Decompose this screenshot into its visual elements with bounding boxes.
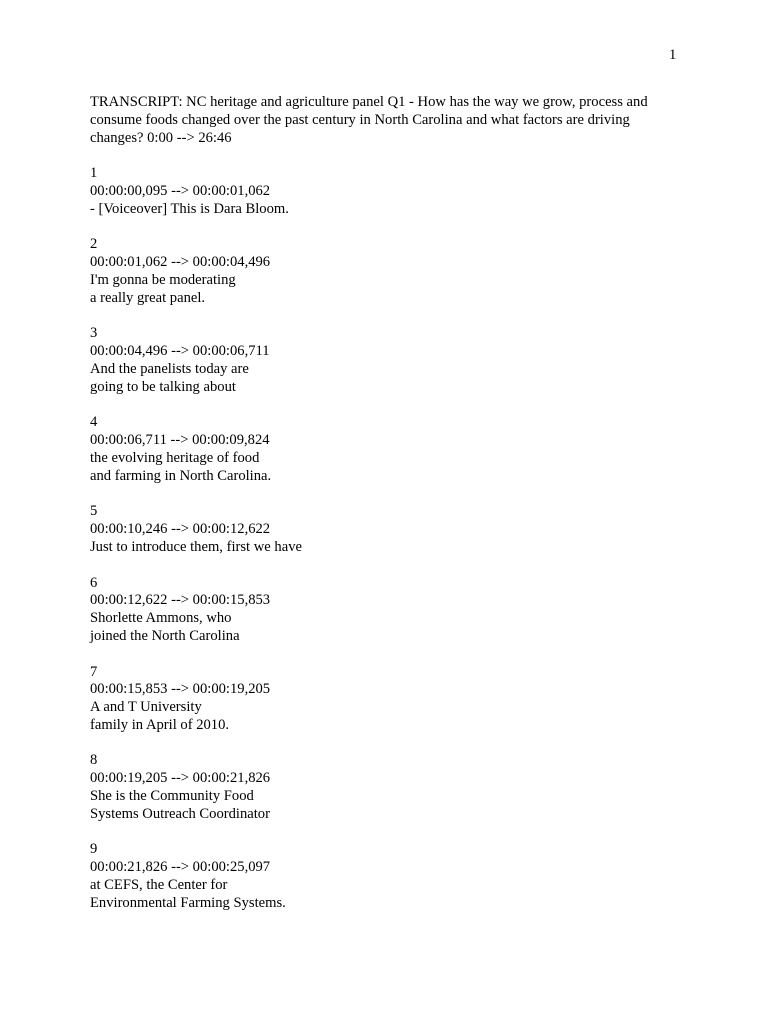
cue-index: 9 [90, 841, 98, 858]
cue-index: 7 [90, 663, 98, 680]
cue-index: 3 [90, 325, 98, 342]
cue-timing: 00:00:15,853 --> 00:00:19,205 [90, 681, 271, 698]
cue-list [90, 165, 680, 912]
cue-text-line: and farming in North Carolina. [90, 467, 272, 484]
cue-text-line: at CEFS, the Center for [90, 877, 228, 894]
cue-text-line: Systems Outreach Coordinator [90, 805, 270, 822]
cue-timing: 00:00:10,246 --> 00:00:12,622 [90, 521, 271, 538]
cue-timing: 00:00:19,205 --> 00:00:21,826 [90, 770, 271, 787]
cue-block [90, 664, 680, 735]
cue-text-line: A and T University [90, 699, 202, 716]
cue-text-line: She is the Community Food [90, 788, 254, 805]
cue-timing: 00:00:04,496 --> 00:00:06,711 [90, 343, 270, 360]
transcript-title: TRANSCRIPT: NC heritage and agriculture panel Q1 - How has the way we grow, process and consume foods changed over the past century in North Carolina and what factors are driving changes? 0:00 --> 26:46 [90, 94, 648, 146]
cue-block [90, 414, 680, 485]
cue-text-line: the evolving heritage of food [90, 449, 260, 466]
cue-block [90, 575, 680, 646]
cue-index: 4 [90, 414, 98, 431]
transcript-body [90, 94, 680, 930]
cue-text-line: Shorlette Ammons, who [90, 610, 232, 627]
cue-timing: 00:00:00,095 --> 00:00:01,062 [90, 182, 271, 199]
cue-index: 2 [90, 236, 98, 253]
cue-block [90, 236, 680, 307]
cue-timing: 00:00:12,622 --> 00:00:15,853 [90, 592, 271, 609]
cue-block [90, 841, 680, 912]
cue-text-line: joined the North Carolina [90, 627, 240, 644]
cue-text-line: I'm gonna be moderating [90, 271, 236, 288]
cue-text-line: Environmental Farming Systems. [90, 894, 286, 911]
cue-text-line: And the panelists today are [90, 360, 249, 377]
cue-text-line: a really great panel. [90, 289, 206, 306]
cue-block [90, 325, 680, 396]
cue-block [90, 752, 680, 823]
cue-text-line: family in April of 2010. [90, 716, 230, 733]
cue-index: 8 [90, 752, 98, 769]
cue-timing: 00:00:06,711 --> 00:00:09,824 [90, 432, 270, 449]
cue-text-line: - [Voiceover] This is Dara Bloom. [90, 200, 289, 217]
cue-index: 6 [90, 574, 98, 591]
page-number: 1 [669, 47, 677, 63]
cue-timing: 00:00:21,826 --> 00:00:25,097 [90, 859, 271, 876]
cue-timing: 00:00:01,062 --> 00:00:04,496 [90, 254, 271, 271]
cue-index: 1 [90, 165, 98, 182]
cue-index: 5 [90, 503, 98, 520]
cue-text-line: Just to introduce them, first we have [90, 538, 302, 555]
cue-block [90, 165, 680, 218]
cue-text-line: going to be talking about [90, 378, 236, 395]
cue-block [90, 503, 680, 556]
